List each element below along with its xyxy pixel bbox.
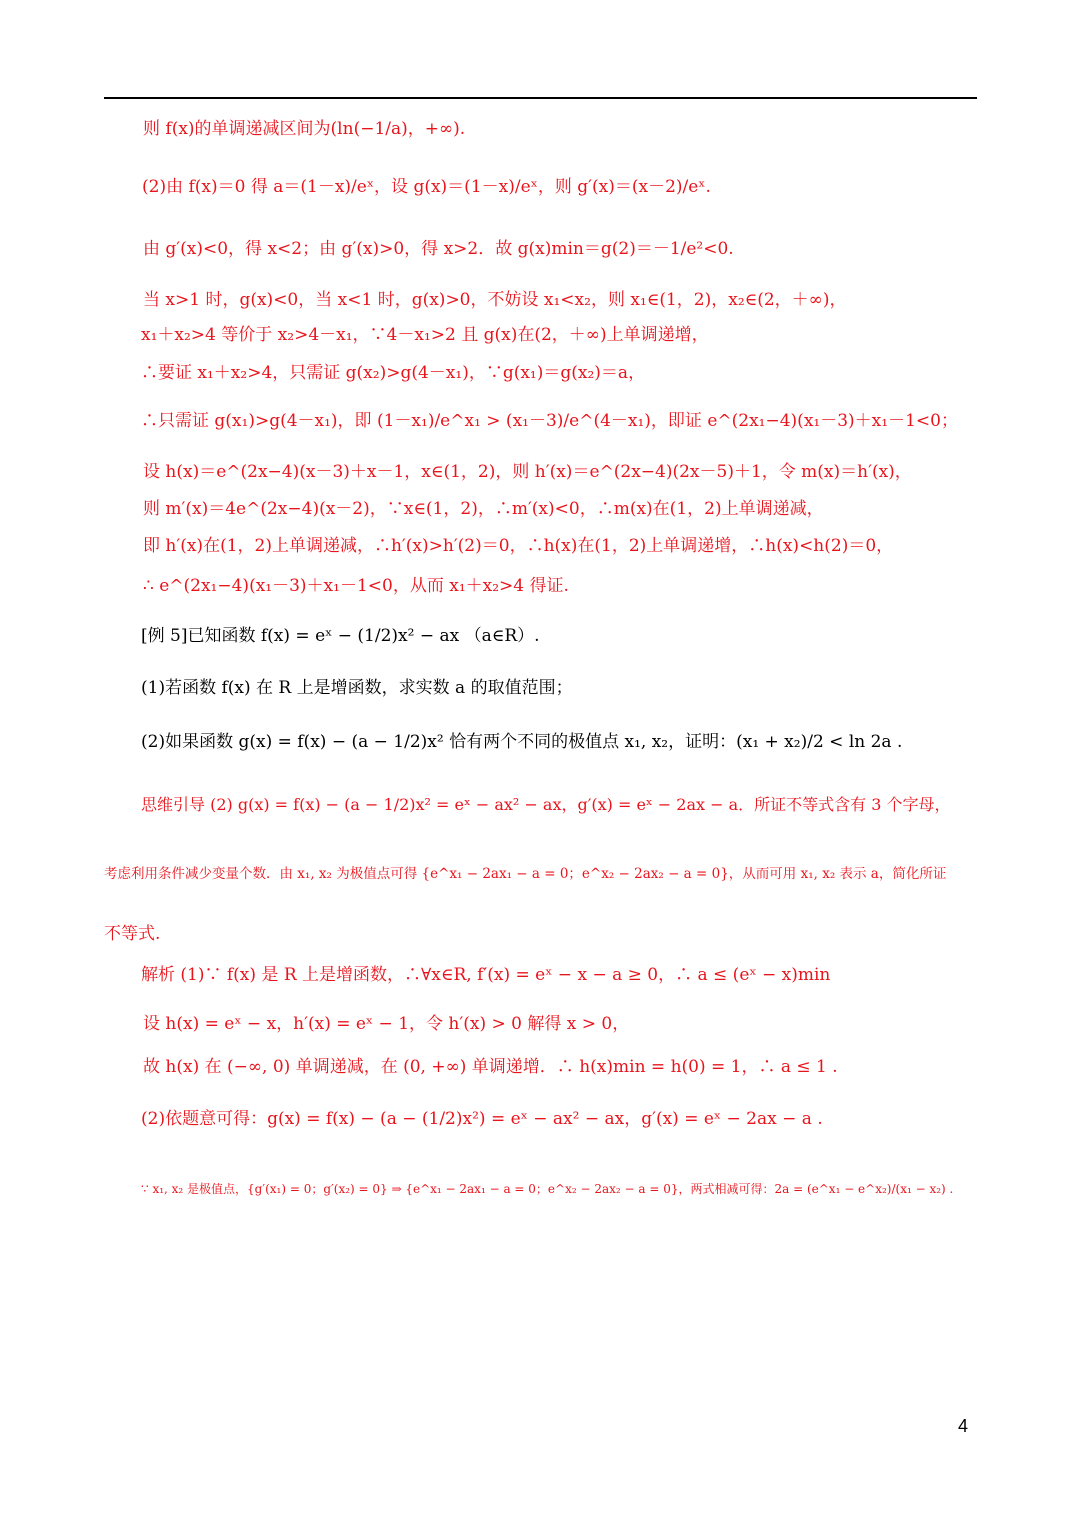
text-line: ∴只需证 g(x₁)>g(4－x₁)，即 (1－x₁)/e^x₁ > (x₁－3)/e^(4－x₁)，即证 e^(2x₁−4)(x₁－3)＋x₁－1<0； [141,411,958,431]
text-line: 思维引导 (2) g(x) = f(x) − (a − 1/2)x² = eˣ − ax² − ax，g′(x) = eˣ − 2ax − a．所证不等式含有 3 个字母， [141,795,951,814]
text-line: (1)若函数 f(x) 在 R 上是增函数，求实数 a 的取值范围； [141,678,573,698]
text-line: 故 h(x) 在 (−∞, 0) 单调递减，在 (0, +∞) 单调递增．∴ h(x)min = h(0) = 1，∴ a ≤ 1 . [143,1057,838,1077]
text-line: (2)由 f(x)＝0 得 a＝(1－x)/eˣ，设 g(x)＝(1－x)/eˣ，则 g′(x)＝(x－2)/eˣ. [142,177,711,197]
text-line: ∴ e^(2x₁−4)(x₁－3)＋x₁－1<0，从而 x₁＋x₂>4 得证. [143,576,569,596]
text-line: 不等式. [104,924,161,944]
text-line: (2)依题意可得：g(x) = f(x) − (a − (1/2)x²) = eˣ − ax² − ax，g′(x) = eˣ − 2ax − a . [141,1109,823,1129]
text-line: 当 x>1 时，g(x)<0，当 x<1 时，g(x)>0，不妨设 x₁<x₂，则 x₁∈(1，2)，x₂∈(2，＋∞)， [143,290,847,310]
text-line: ∵ x₁, x₂ 是极值点，{g′(x₁) = 0；g′(x₂) = 0} ⇒ {e^x₁ − 2ax₁ − a = 0；e^x₂ − 2ax₂ − a = 0}，两式相减可得：2a = (e^x₁ − e^x₂)/(x₁ − x₂) . [141,1182,954,1196]
text-line: [例 5]已知函数 f(x) = eˣ − (1/2)x² − ax （a∈R）. [141,626,540,646]
text-line: 即 h′(x)在(1，2)上单调递减，∴h′(x)>h′(2)＝0，∴h(x)在(1，2)上单调递增，∴h(x)<h(2)＝0， [143,536,894,556]
text-line: (2)如果函数 g(x) = f(x) − (a − 1/2)x² 恰有两个不同的极值点 x₁, x₂，证明：(x₁ + x₂)/2 < ln 2a . [141,732,903,752]
text-line: 由 g′(x)<0，得 x<2；由 g′(x)>0，得 x>2．故 g(x)min＝g(2)＝－1/e²<0. [143,239,734,259]
text-line: 则 m′(x)＝4e^(2x−4)(x－2)，∵x∈(1，2)，∴m′(x)<0，∴m(x)在(1，2)上单调递减， [143,499,824,519]
text-line: 则 f(x)的单调递减区间为(ln(−1/a)，+∞). [143,119,466,139]
text-line: x₁＋x₂>4 等价于 x₂>4－x₁，∵4－x₁>2 且 g(x)在(2，＋∞)上单调递增， [141,325,709,345]
page-number: 4 [958,1416,969,1436]
text-line: 解析 (1)∵ f(x) 是 R 上是增函数，∴∀x∈R, f′(x) = eˣ − x − a ≥ 0，∴ a ≤ (eˣ − x)min [141,965,831,985]
text-line: 考虑利用条件减少变量个数．由 x₁, x₂ 为极值点可得 {e^x₁ − 2ax₁ − a = 0；e^x₂ − 2ax₂ − a = 0}，从而可用 x₁, x₂ 表示 a，简化所证 [104,866,947,882]
text-line: 设 h(x)＝e^(2x−4)(x－3)＋x－1，x∈(1，2)，则 h′(x)＝e^(2x−4)(2x－5)＋1，令 m(x)＝h′(x)， [143,462,912,482]
header-rule [104,97,977,99]
text-line: 设 h(x) = eˣ − x，h′(x) = eˣ − 1，令 h′(x) > 0 解得 x > 0， [143,1014,630,1034]
text-line: ∴要证 x₁＋x₂>4，只需证 g(x₂)>g(4－x₁)，∵g(x₁)＝g(x₂)＝a， [141,363,646,383]
